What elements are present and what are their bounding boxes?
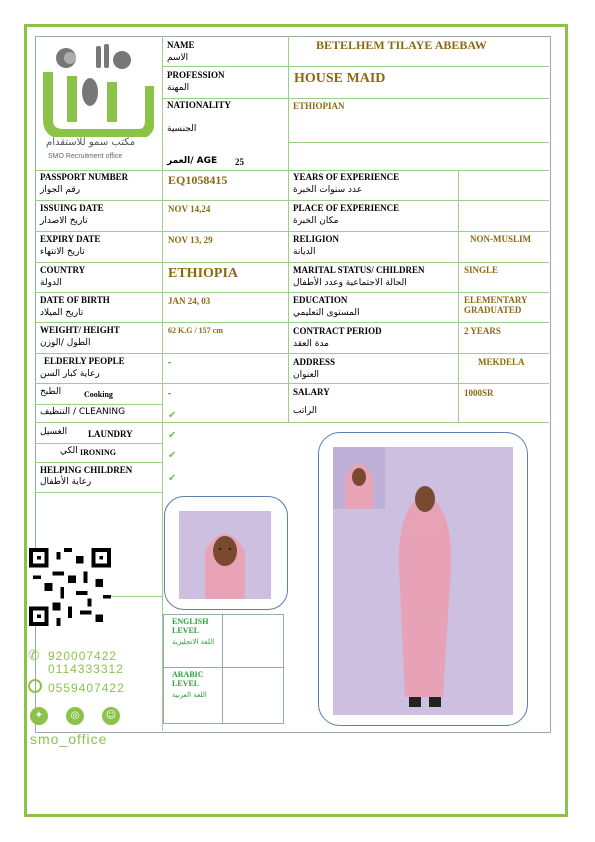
label-elderly: ELDERLY PEOPLE [44, 356, 125, 366]
logo-mark-icon [42, 42, 154, 137]
label-religion: RELIGION [293, 234, 340, 244]
check-children-icon: ✔ [168, 473, 177, 484]
label-cleaning: التنظيف / CLEANING [40, 407, 126, 417]
label-issuing: ISSUING DATE [40, 203, 104, 213]
label-education-ar: المستوى التعليمي [293, 308, 360, 318]
value-religion: NON-MUSLIM [470, 234, 531, 244]
label-dob: DATE OF BIRTH [40, 295, 110, 305]
phone-icon: ✆ [28, 648, 40, 664]
value-cooking: - [168, 388, 171, 398]
check-laundry-icon: ✔ [168, 430, 177, 441]
label-expiry-ar: تاريخ الانتهاء [40, 247, 85, 257]
label-issuing-ar: تاريخ الاصدار [40, 216, 88, 226]
label-salary-ar: الراتب [293, 406, 318, 416]
label-nationality-ar: الجنسية [167, 124, 197, 134]
label-age: العمر/ AGE [167, 156, 218, 166]
label-expiry: EXPIRY DATE [40, 234, 101, 244]
value-passport: EQ1058415 [168, 173, 228, 187]
whatsapp-icon [28, 679, 42, 693]
twitter-icon: ✦ [30, 707, 48, 725]
label-contract: CONTRACT PERIOD [293, 326, 382, 336]
label-address-ar: العنوان [293, 370, 320, 380]
check-cleaning-icon: ✔ [168, 410, 177, 421]
value-name: BETELHEM TILAYE ABEBAW [316, 38, 487, 52]
value-country: ETHIOPIA [168, 266, 239, 281]
value-weight: 62 K.G / 157 cm [168, 326, 223, 335]
value-issuing: NOV 14,24 [168, 204, 211, 214]
label-laundry-ar: الغسيل [40, 427, 68, 437]
logo-en-text: SMO Recruitment office [48, 153, 123, 160]
label-elderly-ar: رعاية كبار السن [40, 369, 100, 379]
label-years-ar: عدد سنوات الخبرة [293, 185, 363, 195]
social-handle: smo_office [30, 731, 108, 747]
label-country-ar: الدولة [40, 278, 62, 288]
label-profession: PROFESSION [167, 70, 225, 80]
value-elderly: - [168, 357, 171, 367]
label-cooking-ar: الطبخ [40, 387, 62, 397]
label-name: NAME [167, 40, 195, 50]
phone-number-1: 920007422 [48, 649, 118, 663]
portrait-photo [179, 511, 271, 599]
label-place: PLACE OF EXPERIENCE [293, 203, 400, 213]
label-passport: PASSPORT NUMBER [40, 172, 129, 182]
value-profession: HOUSE MAID [294, 71, 386, 86]
label-children: HELPING CHILDREN [40, 465, 133, 475]
label-english: ENGLISH LEVEL [172, 617, 209, 635]
value-education: ELEMENTARY GRADUATED [464, 295, 528, 315]
value-contract: 2 YEARS [464, 326, 501, 336]
value-address: MEKDELA [478, 357, 525, 367]
label-weight: WEIGHT/ HEIGHT [40, 325, 120, 335]
value-age: 25 [235, 157, 244, 167]
label-profession-ar: المهنة [167, 83, 190, 93]
value-nationality: ETHIOPIAN [293, 101, 345, 111]
label-salary: SALARY [293, 387, 330, 397]
label-education: EDUCATION [293, 295, 348, 305]
value-marital: SINGLE [464, 265, 499, 275]
office-logo [42, 42, 154, 162]
label-religion-ar: الديانة [293, 247, 316, 257]
label-address: ADDRESS [293, 357, 336, 367]
fullbody-frame [318, 432, 528, 726]
label-marital: MARITAL STATUS/ CHILDREN [293, 265, 425, 275]
label-english-ar: اللغة الانجليزية [172, 638, 215, 646]
fullbody-photo [333, 447, 513, 715]
label-marital-ar: الحالة الاجتماعية وعدد الأطفال [293, 278, 407, 288]
qr-code [28, 548, 112, 626]
label-years: YEARS OF EXPERIENCE [293, 172, 400, 182]
label-place-ar: مكان الخبرة [293, 216, 339, 226]
label-cooking: Cooking [84, 390, 113, 399]
label-dob-ar: تاريخ الميلاد [40, 308, 84, 318]
label-weight-ar: الطول /الوزن [40, 338, 91, 348]
label-arabic: ARABIC LEVEL [172, 670, 204, 688]
snapchat-icon: ☺ [102, 707, 120, 725]
portrait-frame [164, 496, 288, 610]
label-laundry: LAUNDRY [88, 429, 133, 439]
label-arabic-ar: اللغة العربية [172, 691, 207, 699]
logo-ar-text: مكتب سمو للاستقدام [46, 137, 136, 148]
phone-number-2: 0114333312 [48, 662, 124, 676]
label-ironing: IRONING [80, 448, 117, 457]
label-name-ar: الاسم [167, 53, 189, 63]
instagram-icon: ◎ [66, 707, 84, 725]
value-salary: 1000SR [464, 388, 494, 398]
value-expiry: NOV 13, 29 [168, 235, 213, 245]
check-ironing-icon: ✔ [168, 450, 177, 461]
label-ironing-ar: الكي [60, 446, 78, 456]
label-contract-ar: مدة العقد [293, 339, 329, 349]
label-country: COUNTRY [40, 265, 86, 275]
label-nationality: NATIONALITY [167, 100, 231, 110]
label-passport-ar: رقم الجواز [40, 185, 81, 195]
label-children-ar: رعاية الأطفال [40, 477, 92, 487]
whatsapp-number: 0559407422 [48, 681, 125, 695]
value-dob: JAN 24, 03 [168, 296, 211, 306]
